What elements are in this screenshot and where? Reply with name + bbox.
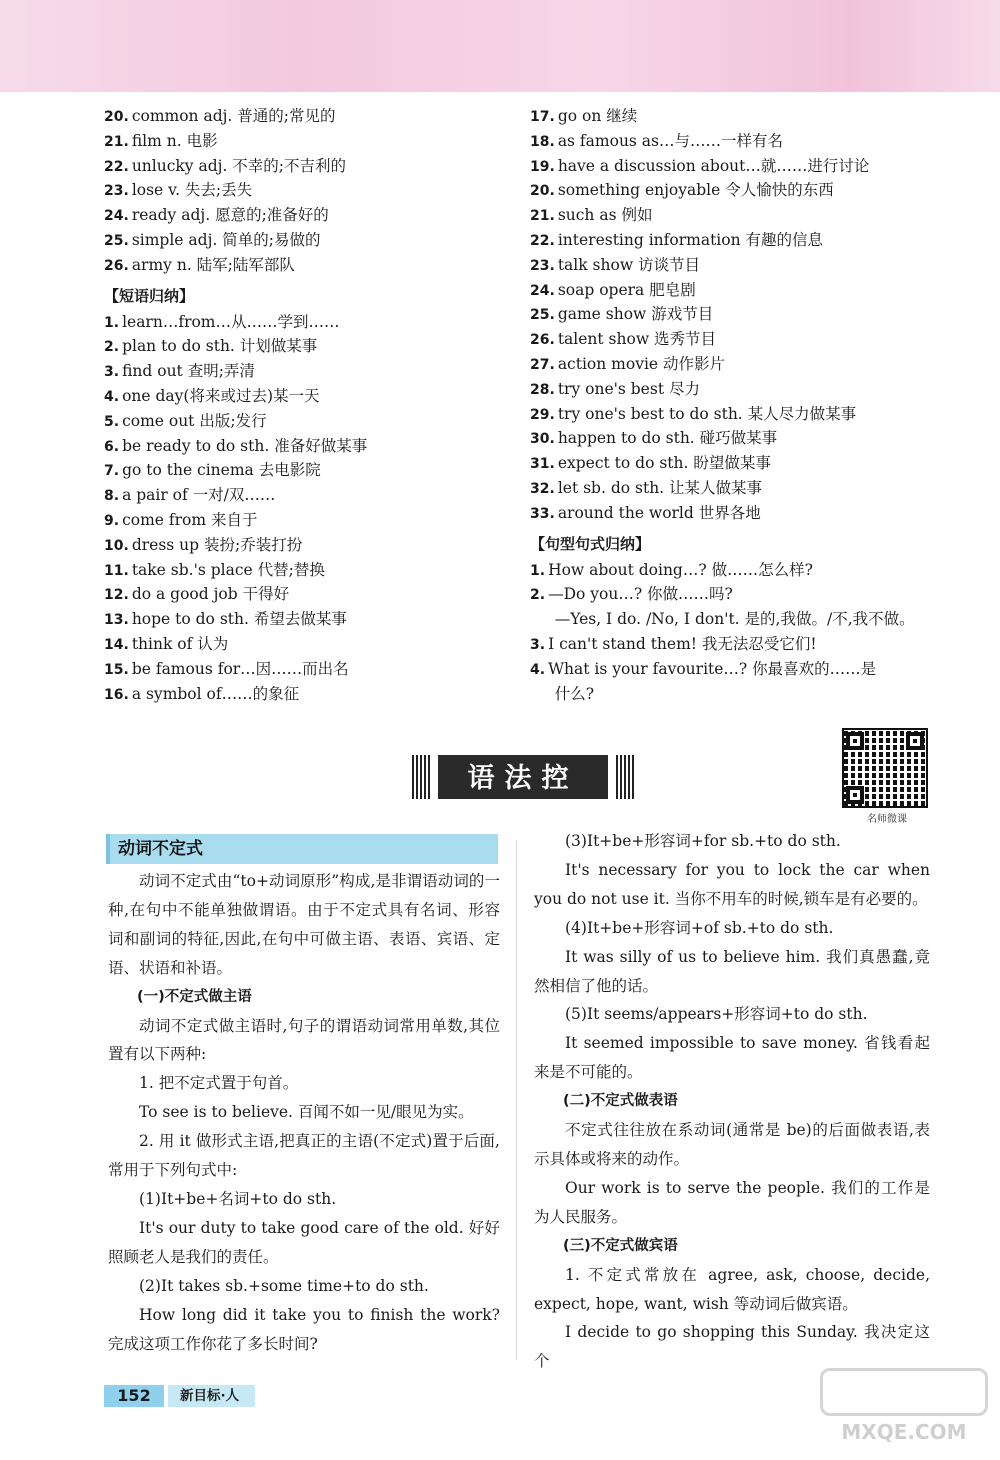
phrase-item-text: interesting information 有趣的信息 — [557, 230, 823, 249]
phrase-item-text: soap opera 肥皂剧 — [557, 280, 696, 299]
phrase-item-text: learn…from…从……学到…… — [122, 312, 340, 331]
sentence-section-title: 【句型句式归纳】 — [530, 534, 651, 553]
phrase-item-number: 25. — [530, 307, 555, 324]
body-paragraph: (5)It seems/appears+形容词+to do sth. — [565, 1005, 868, 1024]
banner-stripes-left — [412, 755, 430, 799]
phrase-item-text: something enjoyable 令人愉快的东西 — [557, 181, 834, 200]
vocab-item-number: 22. — [104, 158, 129, 175]
grammar-topic-title: 动词不定式 — [118, 839, 203, 859]
vocab-item-text: common adj. 普通的;常见的 — [131, 107, 336, 125]
phrase-item-text: one day(将来或过去)某一天 — [122, 386, 320, 405]
phrase-item-number: 29. — [530, 406, 555, 423]
phrase-item — [530, 278, 940, 303]
phrase-item-number: 12. — [104, 587, 129, 604]
phrase-item-text: come out 出版;发行 — [122, 411, 267, 430]
phrase-item-number: 18. — [530, 133, 555, 150]
body-paragraph: 1. 不定式常放在 agree, ask, choose, decide, expect, hope, want, wish 等动词后做宾语。 — [534, 1265, 930, 1313]
phrase-item-text: happen to do sth. 碰巧做某事 — [557, 429, 778, 448]
subsection-heading: (三)不定式做宾语 — [563, 1237, 678, 1254]
watermark-text: MXQE.COM — [841, 1420, 967, 1444]
sentence-item — [530, 682, 940, 707]
phrase-item-text: take sb.'s place 代替;替换 — [131, 560, 325, 579]
phrase-item-number: 17. — [530, 109, 555, 125]
phrase-item-number: 5. — [104, 413, 120, 430]
phrase-item — [530, 178, 940, 203]
phrase-item — [530, 402, 940, 427]
vocab-item-number: 24. — [104, 208, 129, 225]
vocab-item-text: unlucky adj. 不幸的;不吉利的 — [131, 156, 347, 175]
phrase-item-number: 23. — [530, 257, 555, 274]
phrase-item — [530, 253, 940, 278]
qr-code[interactable] — [842, 728, 928, 808]
phrase-item — [104, 558, 504, 583]
phrase-item-number: 19. — [530, 158, 555, 175]
sentence-pattern-list — [530, 558, 940, 707]
phrase-item-number: 15. — [104, 661, 129, 678]
phrase-item — [104, 359, 504, 384]
watermark-logo-icon — [820, 1368, 988, 1416]
phrase-list-right — [530, 104, 940, 526]
vocab-item — [104, 253, 504, 278]
phrase-item-text: come from 来自于 — [122, 510, 258, 529]
phrase-item — [104, 533, 504, 558]
phrase-item-number: 32. — [530, 480, 555, 497]
grammar-topic-header — [106, 834, 498, 864]
vocab-item-number: 26. — [104, 257, 129, 274]
phrase-item — [104, 434, 504, 459]
phrase-item-text: find out 查明;弄清 — [122, 362, 255, 381]
vocab-item-text: film n. 电影 — [131, 131, 218, 150]
phrase-item — [530, 352, 940, 377]
body-paragraph: (3)It+be+形容词+for sb.+to do sth. — [565, 832, 841, 850]
subsection-heading: (一)不定式做主语 — [137, 988, 252, 1005]
phrase-item-number: 30. — [530, 431, 555, 448]
vocab-item-number: 25. — [104, 232, 129, 249]
phrase-item — [104, 632, 504, 657]
vocab-item-text: army n. 陆军;陆军部队 — [131, 255, 295, 274]
body-paragraph: It's our duty to take good care of the old. 好好照顾老人是我们的责任。 — [108, 1218, 500, 1266]
sentence-item — [530, 582, 940, 607]
vocab-list — [104, 104, 504, 278]
phrase-item-number: 20. — [530, 183, 555, 200]
grammar-banner — [412, 755, 634, 799]
phrase-item-number: 16. — [104, 686, 129, 703]
phrase-item-text: think of 认为 — [131, 634, 229, 653]
body-paragraph: 1. 把不定式置于句首。 — [139, 1074, 299, 1093]
phrase-item — [104, 310, 504, 335]
qr-finder-icon — [846, 732, 864, 750]
qr-finder-icon — [846, 786, 864, 804]
subsection-heading: (二)不定式做表语 — [563, 1093, 678, 1110]
vocab-item — [104, 228, 504, 253]
vocab-item-text: ready adj. 愿意的;准备好的 — [131, 206, 329, 225]
phrase-item-number: 7. — [104, 463, 120, 480]
body-paragraph: (2)It takes sb.+some time+to do sth. — [139, 1276, 429, 1295]
sentence-item-text: —Do you…? 你做……吗? — [548, 585, 733, 604]
phrase-item-text: go on 继续 — [557, 107, 638, 125]
phrase-item-text: as famous as…与……一样有名 — [557, 131, 784, 150]
phrase-item-number: 33. — [530, 505, 555, 522]
left-column-lists — [104, 104, 504, 706]
phrase-item-text: be famous for…因……而出名 — [131, 659, 349, 678]
phrase-item-text: be ready to do sth. 准备好做某事 — [122, 436, 368, 455]
phrase-item-number: 21. — [530, 208, 555, 225]
body-paragraph: 2. 用 it 做形式主语,把真正的主语(不定式)置于后面,常用于下列句式中: — [108, 1132, 500, 1180]
sentence-item — [530, 632, 940, 657]
phrase-item-text: a pair of 一对/双…… — [122, 486, 276, 505]
phrase-item — [104, 384, 504, 409]
vocab-item — [104, 104, 504, 129]
phrase-item-number: 6. — [104, 438, 120, 455]
vocab-item — [104, 129, 504, 154]
phrase-item — [530, 327, 940, 352]
phrase-item — [530, 451, 940, 476]
vocab-item — [104, 203, 504, 228]
phrase-item-text: try one's best to do sth. 某人尽力做某事 — [557, 404, 857, 423]
vocab-item-number: 21. — [104, 133, 129, 150]
phrase-item-text: talk show 访谈节目 — [557, 255, 701, 274]
phrase-item — [104, 334, 504, 359]
body-paragraph: It seemed impossible to save money. 省钱看起来是不可能的。 — [534, 1034, 930, 1082]
phrase-item-number: 31. — [530, 456, 555, 473]
vocab-item — [104, 154, 504, 179]
grammar-left-body — [108, 867, 500, 1358]
right-column-lists — [530, 104, 940, 706]
phrase-item-text: hope to do sth. 希望去做某事 — [131, 610, 347, 629]
body-paragraph: (1)It+be+名词+to do sth. — [139, 1189, 337, 1208]
site-watermark — [820, 1368, 988, 1448]
vocab-item — [104, 178, 504, 203]
body-paragraph: 不定式往往放在系动词(通常是 be)的后面做表语,表示具体或将来的动作。 — [534, 1121, 930, 1168]
phrase-item — [530, 203, 940, 228]
body-paragraph: 动词不定式由“to+动词原形”构成,是非谓语动词的一种,在句中不能单独做谓语。由于不定式具有名词、形容词和副词的特征,因此,在句中可做主语、表语、宾语、定语、状语和补语。 — [108, 872, 500, 977]
phrase-item-text: do a good job 干得好 — [131, 585, 290, 604]
sentence-item — [530, 558, 940, 583]
phrase-item — [530, 129, 940, 154]
phrase-item-number: 4. — [104, 388, 120, 405]
phrase-item-number: 10. — [104, 537, 129, 554]
phrase-item — [104, 607, 504, 632]
body-paragraph: It's necessary for you to lock the car when you do not use it. 当你不用车的时候,锁车是有必要的。 — [534, 860, 930, 908]
phrase-item-number: 3. — [104, 364, 120, 381]
phrase-item-number: 28. — [530, 381, 555, 398]
phrase-item-text: talent show 选秀节目 — [557, 330, 717, 349]
sentence-item-number: 3. — [530, 636, 546, 653]
banner-title: 语法控 — [438, 755, 608, 799]
vocab-item-text: simple adj. 简单的;易做的 — [131, 230, 321, 249]
sentence-item — [530, 657, 940, 682]
phrase-item — [530, 228, 940, 253]
phrase-item-number: 26. — [530, 332, 555, 349]
phrase-item-number: 27. — [530, 356, 555, 373]
phrase-item-number: 13. — [104, 612, 129, 629]
phrase-item-number: 22. — [530, 232, 555, 249]
phrase-item-text: such as 例如 — [557, 206, 653, 225]
page-number: 152 — [104, 1385, 164, 1407]
vocab-item-text: lose v. 失去;丢失 — [131, 181, 253, 200]
phrase-item-text: action movie 动作影片 — [557, 354, 726, 373]
sentence-item-number: 1. — [530, 562, 546, 579]
sentence-item-text: —Yes, I do. /No, I don't. 是的,我做。/不,我不做。 — [554, 610, 915, 629]
body-paragraph: Our work is to serve the people. 我们的工作是为人民服务。 — [534, 1178, 930, 1226]
phrase-item — [530, 154, 940, 179]
phrase-item-number: 2. — [104, 339, 120, 356]
phrase-item — [530, 426, 940, 451]
phrase-item-text: let sb. do sth. 让某人做某事 — [557, 478, 763, 497]
sentence-item-text: 什么? — [554, 684, 594, 703]
phrase-item — [530, 501, 940, 526]
sentence-item-text: What is your favourite…? 你最喜欢的……是 — [548, 659, 877, 678]
phrase-item-number: 11. — [104, 562, 129, 579]
column-divider — [516, 840, 517, 1360]
book-name: 新目标·人 — [168, 1385, 255, 1407]
phrase-item-number: 9. — [104, 512, 120, 529]
phrase-list-left — [104, 310, 504, 707]
phrase-item — [104, 657, 504, 682]
phrase-item — [530, 476, 940, 501]
phrase-item-text: dress up 装扮;乔装打扮 — [131, 535, 303, 554]
phrase-item-text: have a discussion about…就……进行讨论 — [557, 156, 870, 175]
sentence-item-number: 2. — [530, 587, 546, 604]
qr-finder-icon — [906, 732, 924, 750]
vocab-item-number: 23. — [104, 183, 129, 200]
phrase-item-number: 8. — [104, 488, 120, 505]
body-paragraph: It was silly of us to believe him. 我们真愚蠢,竟然相信了他的话。 — [534, 947, 930, 995]
phrase-item-text: expect to do sth. 盼望做某事 — [557, 454, 771, 473]
phrase-item-text: game show 游戏节目 — [557, 305, 714, 324]
phrase-item — [530, 302, 940, 327]
phrase-item-number: 1. — [104, 314, 120, 331]
phrase-item — [104, 582, 504, 607]
sentence-item-number: 4. — [530, 661, 546, 678]
body-paragraph: To see is to believe. 百闻不如一见/眼见为实。 — [139, 1103, 474, 1122]
phrase-item — [104, 458, 504, 483]
body-paragraph: (4)It+be+形容词+of sb.+to do sth. — [565, 918, 834, 937]
qr-caption: 名师微课 — [867, 814, 907, 825]
phrase-item — [530, 377, 940, 402]
phrase-item-text: a symbol of……的象征 — [131, 684, 300, 703]
phrase-item-number: 14. — [104, 636, 129, 653]
phrase-item-text: go to the cinema 去电影院 — [122, 461, 321, 480]
body-paragraph: 动词不定式做主语时,句子的谓语动词常用单数,其位置有以下两种: — [108, 1016, 500, 1064]
phrase-item — [530, 104, 940, 129]
banner-stripes-right — [616, 755, 634, 799]
top-decorative-band — [0, 0, 1000, 92]
phrase-item-text: try one's best 尽力 — [557, 379, 700, 398]
phrase-item — [104, 682, 504, 707]
phrase-item-text: around the world 世界各地 — [557, 503, 761, 522]
sentence-item-text: How about doing…? 做……怎么样? — [548, 560, 813, 579]
phrase-item-number: 24. — [530, 282, 555, 299]
sentence-item — [530, 607, 940, 632]
sentence-item-text: I can't stand them! 我无法忍受它们! — [548, 634, 817, 653]
body-paragraph: I decide to go shopping this Sunday. 我决定这个 — [534, 1323, 930, 1371]
grammar-right-body — [534, 827, 930, 1376]
phrase-item — [104, 409, 504, 434]
phrase-item-text: plan to do sth. 计划做某事 — [122, 337, 318, 356]
body-paragraph: How long did it take you to finish the work? 完成这项工作你花了多长时间? — [108, 1305, 500, 1353]
vocab-item-number: 20. — [104, 109, 129, 125]
phrase-item — [104, 483, 504, 508]
phrase-section-title: 【短语归纳】 — [104, 286, 195, 305]
phrase-item — [104, 508, 504, 533]
